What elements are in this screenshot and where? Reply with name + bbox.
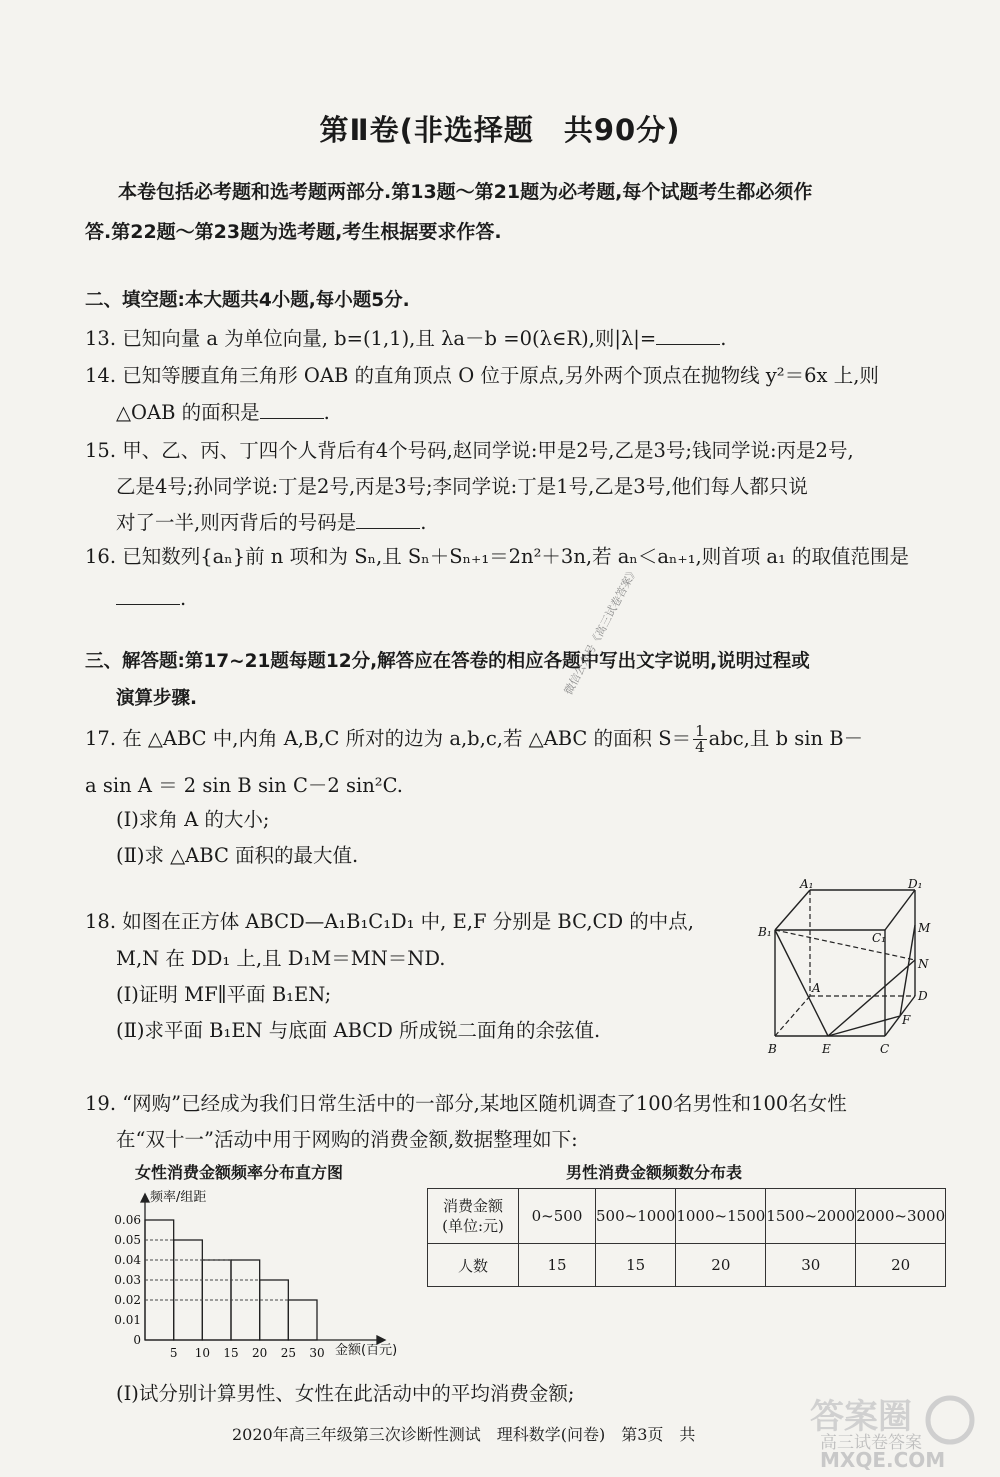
answer-blank — [356, 510, 420, 529]
question-18-line-1: 18. 如图在正方体 ABCD—A₁B₁C₁D₁ 中, E,F 分别是 BC,CD 的中点, — [85, 910, 694, 933]
table-title: 男性消费金额频数分布表 — [566, 1163, 743, 1182]
histogram-bar — [288, 1300, 317, 1340]
histogram-bar — [174, 1240, 203, 1340]
answer-blank — [260, 400, 324, 419]
table-cell: 人数 — [428, 1244, 519, 1287]
page-title: 第Ⅱ卷(非选择题 共90分) — [319, 113, 681, 147]
table-header-cell: 0~500 — [519, 1189, 596, 1244]
label-a1: A₁ — [800, 878, 814, 891]
svg-text:MXQE.COM: MXQE.COM — [820, 1448, 946, 1470]
table-header-cell: 消费金额 (单位:元) — [428, 1189, 519, 1244]
x-tick-label: 5 — [169, 1346, 178, 1360]
section-2-heading: 二、填空题:本大题共4小题,每小题5分. — [85, 290, 410, 311]
label-f: F — [902, 1013, 911, 1027]
x-tick-label: 20 — [252, 1346, 268, 1360]
question-19-line-1: 19. “网购”已经成为我们日常生活中的一部分,某地区随机调查了100名男性和100名女性 — [85, 1092, 847, 1115]
section-3-heading-line-2: 演算步骤. — [116, 688, 198, 709]
label-d: D — [918, 989, 928, 1003]
question-18-part-2: (Ⅱ)求平面 B₁EN 与底面 ABCD 所成锐二面角的余弦值. — [116, 1019, 601, 1042]
question-15-line-1: 15. 甲、乙、丙、丁四个人背后有4个号码,赵同学说:甲是2号,乙是3号;钱同学说:丙是2号, — [85, 439, 854, 462]
histogram-title: 女性消费金额频率分布直方图 — [135, 1163, 344, 1182]
table-cell: 20 — [676, 1244, 766, 1287]
x-tick-label: 30 — [309, 1346, 325, 1360]
table-cell: 15 — [596, 1244, 676, 1287]
question-18-part-1: (Ⅰ)证明 MF∥平面 B₁EN; — [116, 983, 332, 1006]
question-16-line-2: . — [116, 585, 186, 613]
question-16-line-1: 16. 已知数列{aₙ}前 n 项和为 Sₙ,且 Sₙ＋Sₙ₊₁＝2n²＋3n,若 aₙ＜aₙ₊₁,则首项 a₁ 的取值范围是 — [85, 545, 910, 568]
question-13: 13. 已知向量 a 为单位向量, b=(1,1),且 λa－b =0(λ∈R),则|λ|= . — [85, 327, 727, 350]
x-tick-label: 25 — [280, 1346, 296, 1360]
question-14-line-1: 14. 已知等腰直角三角形 OAB 的直角顶点 O 位于原点,另外两个顶点在抛物线 y²＝6x 上,则 — [85, 364, 879, 387]
y-tick-label: 0.05 — [114, 1233, 141, 1247]
svg-text:答案圈: 答案圈 — [810, 1397, 912, 1437]
label-e: E — [822, 1042, 831, 1056]
table-cell: 20 — [856, 1244, 946, 1287]
histogram-bar — [260, 1280, 289, 1340]
table-cell: 30 — [766, 1244, 856, 1287]
y-tick-label: 0.06 — [114, 1213, 141, 1227]
q13-text: 13. 已知向量 a 为单位向量, b=(1,1),且 λa－b =0(λ∈R),则|λ|= — [85, 327, 657, 350]
fraction-one-quarter: $\frac{1}{4}$ — [695, 722, 705, 756]
question-14-line-2: △OAB 的面积是 . — [116, 401, 330, 424]
label-c1: C₁ — [872, 931, 886, 945]
male-frequency-table — [427, 1188, 946, 1287]
histogram-y-axis-label: 频率/组距 — [150, 1190, 207, 1205]
question-19-line-2: 在“双十一”活动中用于网购的消费金额,数据整理如下: — [116, 1128, 578, 1151]
label-a: A — [812, 981, 821, 995]
table-header-cell: 1000~1500 — [676, 1189, 766, 1244]
question-17-part-2: (Ⅱ)求 △ABC 面积的最大值. — [116, 844, 359, 867]
intro-line-2: 答.第22题～第23题为选考题,考生根据要求作答. — [85, 221, 502, 243]
page-footer: 2020年高三年级第三次诊断性测试 理科数学(问卷) 第3页 共 — [232, 1425, 696, 1444]
y-tick-label: 0.01 — [114, 1313, 141, 1327]
female-histogram — [95, 1160, 425, 1370]
table-header-cell: 1500~2000 — [766, 1189, 856, 1244]
answer-blank — [656, 326, 720, 345]
table-header-row — [428, 1189, 946, 1244]
label-m: M — [918, 921, 931, 935]
watermark-logo — [800, 1390, 990, 1470]
x-tick-label: 10 — [194, 1346, 210, 1360]
label-b: B — [768, 1042, 777, 1056]
cube-figure — [750, 878, 940, 1058]
histogram-x-axis-label: 金额(百元) — [335, 1343, 398, 1358]
table-row — [428, 1244, 946, 1287]
table-header-cell: 2000~3000 — [856, 1189, 946, 1244]
section-3-heading-line-1: 三、解答题:第17~21题每题12分,解答应在答卷的相应各题中写出文字说明,说明过程或 — [85, 651, 810, 672]
y-tick-label: 0 — [133, 1333, 141, 1347]
y-tick-label: 0.04 — [114, 1253, 141, 1267]
label-b1: B₁ — [758, 925, 772, 939]
question-17-line-1: 17. 在 △ABC 中,内角 A,B,C 所对的边为 a,b,c,若 △ABC 的面积 S＝ $\frac{1}{4}$ abc,且 b sin B－ — [85, 722, 864, 756]
question-17-part-1: (Ⅰ)求角 A 的大小; — [116, 808, 270, 831]
table-header-cell: 500~1000 — [596, 1189, 676, 1244]
label-d1: D₁ — [908, 878, 923, 891]
y-axis-arrow — [141, 1194, 149, 1202]
intro-line-1: 本卷包括必考题和选考题两部分.第13题～第21题为必考题,每个试题考生都必须作 — [118, 181, 813, 203]
label-c: C — [880, 1042, 890, 1056]
question-19-part-1: (Ⅰ)试分别计算男性、女性在此活动中的平均消费金额; — [116, 1382, 575, 1405]
question-15-line-3: 对了一半,则丙背后的号码是 . — [116, 511, 427, 534]
y-tick-label: 0.02 — [114, 1293, 141, 1307]
x-tick-label: 15 — [223, 1346, 239, 1360]
question-15-line-2: 乙是4号;孙同学说:丁是2号,丙是3号;李同学说:丁是1号,乙是3号,他们每人都只说 — [116, 475, 808, 498]
label-n: N — [918, 957, 929, 971]
svg-text:高三试卷答案: 高三试卷答案 — [820, 1433, 922, 1453]
question-17-line-2: a sin A ＝ 2 sin B sin C－2 sin²C. — [85, 774, 404, 797]
question-18-line-2: M,N 在 DD₁ 上,且 D₁M＝MN＝ND. — [116, 947, 446, 970]
histogram-bar — [145, 1220, 174, 1340]
answer-blank — [116, 586, 180, 605]
y-tick-label: 0.03 — [114, 1273, 141, 1287]
table-cell: 15 — [519, 1244, 596, 1287]
watermark-stamp: 微信公众号《高三试卷答案》 — [561, 564, 641, 698]
